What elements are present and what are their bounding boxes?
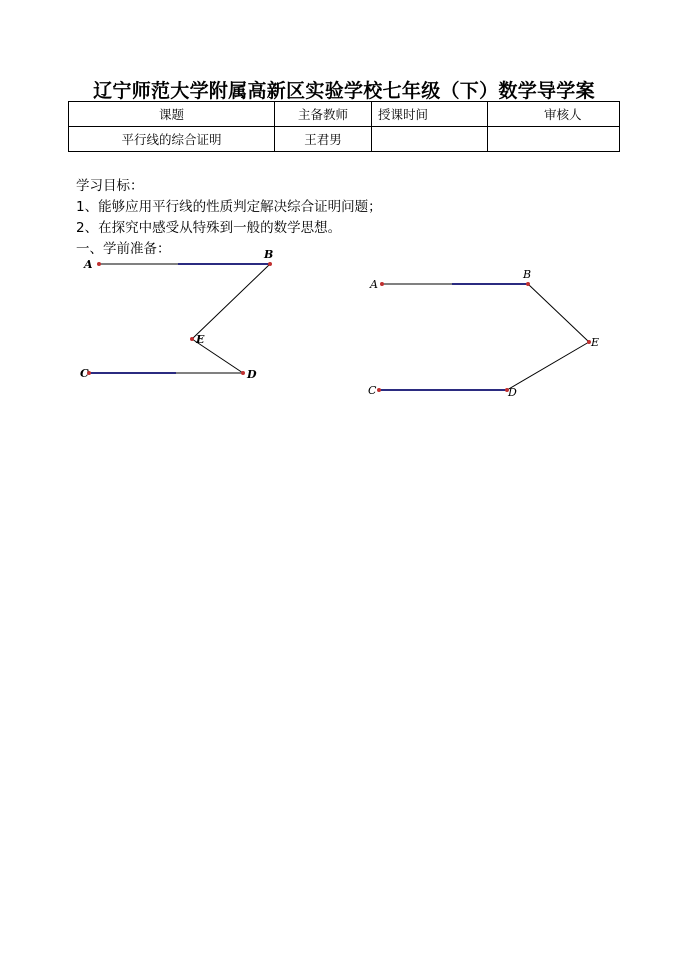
label-a-2: A [370,278,378,291]
point-b-2 [526,282,530,286]
label-e-2: E [591,336,600,349]
label-c-2: C [368,384,377,397]
header-topic: 课题 [69,102,275,127]
header-teacher: 主备教师 [275,102,372,127]
point-a [97,262,101,266]
label-b: B [264,248,274,261]
objective-item-2: 2、在探究中感受从特殊到一般的数学思想。 [76,220,342,236]
header-reviewer: 审核人 [488,102,620,127]
label-e: E [196,333,205,346]
objective-item-1: 1、能够应用平行线的性质判定解决综合证明问题； [76,199,382,215]
line-be-2 [528,284,589,342]
header-time: 授课时间 [372,102,488,127]
line-be [192,264,270,339]
point-e [190,337,194,341]
page-title: 辽宁师范大学附属高新区实验学校七年级（下）数学导学案 [93,80,595,102]
label-d: D [247,368,257,381]
figure-1 [80,248,273,381]
line-ed-2 [507,342,589,390]
label-d-2: D [508,386,517,399]
point-c-2 [377,388,381,392]
label-c: C [80,367,89,380]
point-a-2 [380,282,384,286]
figure-2 [368,268,599,399]
cell-topic: 平行线的综合证明 [69,127,275,152]
label-b-2: B [523,268,532,281]
objectives-heading: 学习目标： [76,178,144,194]
section-prep-heading: 一、学前准备： [76,241,171,257]
label-a: A [84,258,93,271]
point-b [268,262,272,266]
cell-teacher: 王君男 [275,127,372,152]
point-d [241,371,245,375]
